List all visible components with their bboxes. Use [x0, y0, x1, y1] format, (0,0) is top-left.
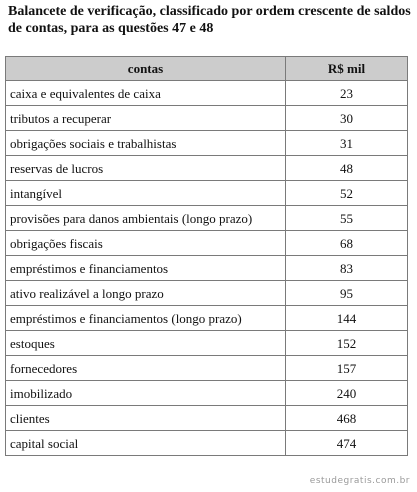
account-name: imobilizado — [6, 381, 286, 406]
table-row — [6, 206, 408, 231]
table-row — [6, 431, 408, 456]
account-value: 95 — [286, 281, 408, 306]
account-name: empréstimos e financiamentos (longo prazo) — [6, 306, 286, 331]
account-value: 31 — [286, 131, 408, 156]
account-name: caixa e equivalentes de caixa — [6, 81, 286, 106]
table-row — [6, 306, 408, 331]
account-value: 468 — [286, 406, 408, 431]
table-row — [6, 331, 408, 356]
account-name: obrigações fiscais — [6, 231, 286, 256]
account-value: 52 — [286, 181, 408, 206]
account-value: 30 — [286, 106, 408, 131]
account-name: obrigações sociais e trabalhistas — [6, 131, 286, 156]
account-value: 157 — [286, 356, 408, 381]
table-row — [6, 281, 408, 306]
site-watermark: estudegratis.com.br — [309, 476, 410, 486]
account-name: estoques — [6, 331, 286, 356]
table-row — [6, 381, 408, 406]
column-header-valor: R$ mil — [286, 57, 408, 81]
account-name: fornecedores — [6, 356, 286, 381]
account-name: ativo realizável a longo prazo — [6, 281, 286, 306]
account-value: 55 — [286, 206, 408, 231]
account-value: 474 — [286, 431, 408, 456]
account-name: capital social — [6, 431, 286, 456]
table-row — [6, 231, 408, 256]
account-name: intangível — [6, 181, 286, 206]
account-name: provisões para danos ambientais (longo prazo) — [6, 206, 286, 231]
account-value: 152 — [286, 331, 408, 356]
table-row — [6, 81, 408, 106]
table-row — [6, 106, 408, 131]
account-name: reservas de lucros — [6, 156, 286, 181]
account-name: tributos a recuperar — [6, 106, 286, 131]
account-value: 83 — [286, 256, 408, 281]
table-row — [6, 356, 408, 381]
column-header-contas: contas — [6, 57, 286, 81]
document-title: Balancete de verificação, classificado por ordem crescente de saldos de contas, para as questões 47 e 48 — [8, 4, 411, 36]
table-header-row — [6, 57, 408, 81]
account-name: clientes — [6, 406, 286, 431]
table-row — [6, 406, 408, 431]
table-row — [6, 131, 408, 156]
trial-balance-table — [5, 56, 408, 456]
account-value: 48 — [286, 156, 408, 181]
account-value: 23 — [286, 81, 408, 106]
account-value: 68 — [286, 231, 408, 256]
table-body — [6, 81, 408, 456]
table-row — [6, 181, 408, 206]
account-name: empréstimos e financiamentos — [6, 256, 286, 281]
table-row — [6, 256, 408, 281]
table-row — [6, 156, 408, 181]
account-value: 144 — [286, 306, 408, 331]
account-value: 240 — [286, 381, 408, 406]
